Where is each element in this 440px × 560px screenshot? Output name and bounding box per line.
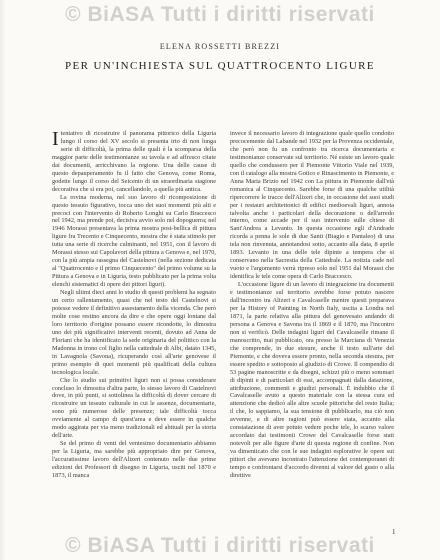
article-title: PER UN'INCHIESTA SUL QUATTROCENTO LIGURE [64, 60, 376, 72]
binding-shadow [0, 0, 6, 560]
watermark-top: © BiASA Tutti i diritti riservati [65, 3, 375, 26]
paragraph: invece il necessario lavoro di integrazione quale quello condotto precocemente dal Labande nel 1932 per la Provenza occidentale, che però non fu un confronto tra ricerca documentaria e testimonianze conservate sul territorio. Né esiste un lavoro quale quello che condussero per il Piemonte Vittorio Viale nel 1939, con il catalogo alla mostra Gotico e Rinascimento in Piemonte, e Anna Maria Brizio nel 1942 con La pittura in Piemonte dall'età romanica al Cinquecento. Sarebbe forse di una qualche utilità ripercorrere le tracce dell'Alizeri che, in occasione dei suoi studi per i restauri architettonici di edifici medioevali liguri, annota talvolta anche i particolari della decorazione o dell'arredo interno, come accade per il suo intervento sulle chiese di Sant'Andrea a Levanto. In questa occasione egli d'Andrade ricorda a penna le sole di due Santi (Biagio e Pantaleo) di una tela non rinvenuta, annotandosi sotto, accanto alla data, 8 aprile 1893. Levanto in una delle tele dipinte a tempera che si conservano nella Sacrestia della Cattedrale. La notizia cade nel vuoto e l'argomento verrà ripreso solo nel 1951 dal Morassi che identifica le tele come opera di Carlo Braccesco. [230, 130, 394, 281]
paragraph: Che lo studio sui primitivi liguri non si possa considerare concluso lo dimostra d'altra parte, lo stesso lavoro di Castelnovi dove, in più punti, si sottolinea la difficoltà di dover cercare di ricostruire un tessuto culturale in cui le assenze, documentarie, sono più numerose delle presenze; tale difficoltà tocca ovviamente al campo di quest'area e deve essere in qualche modo aggirata per via meno tradizionali ed abituali per la storia dell'arte. [52, 376, 216, 440]
paragraph: Negli ultimi dieci anni lo studio di questi problemi ha segnato un certo rallentamento, quasi che nel testo del Castelnovi si potesse vedere il definitivo assestamento della vicenda. Che però molte cose restino ancora da dire e che opere oggi lontane dal loro territorio d'origine possano essere ricondotte, lo dimostra uno dei più significativi interventi recenti, dovuto ad Anna de Floriani che ha identificato la sede originaria del polittico con la Madonna in trono col figlio nella cattedrale di Albi, datato 1345, in Lavagnola (Savona), ricuperando così all'arte genovese il primo esempio di quei momenti più qualificati della cultura tecnologica locale. [52, 289, 216, 376]
paragraph: L'occasione ligure di un lavoro di integrazione tra documenti e testimonianze sul territorio avrebbe forse potuto nascere dall'incontro tra Alizeri e Cavalcaselle mentre questi preparava per la History of Painting in North Italy, uscita a Londra nel 1871, la parte relativa alla pittura del genovesato andando di persona a Genova e Savona tra il 1869 e il 1870, ma l'incontro non si verificò. Delle indagini liguri del Cavalcaselle rimane il manoscritto, mai pubblicato, ora presso la Marciana di Venezia che comprende, in due stesure, anche il testo sull'arte del Piemonte, e che doveva essere pronto, nella seconda stesura, per essere spedito e sottoposto al giudizio di Crowe. Il compendio di 53 pagine manoscritte e da disegni, schizzi più o meno sommari di dipinti e di particolari di essi, accompagnati dalla datazione, attribuzione, commenti e giudizi personali. È indubbio che il Cavalcaselle avuto a questo materiale con la stessa cura ed attenzione che dedicò alle altre scuole pittoriche del resto Italia; il che, lo sappiamo, la sua tensione di pubblicarlo, ma ciò non avvenne, e di altre ragioni può essere stata, accanto alla constatazione di aver potuto vedere poche tele, lo scarso valore accordato dai testimonii Crowe del Cavalcaselle forse stati notevoli per alle figure d'arte di questa regione di confine. Non va dimenticato che con le sue indagini esplorative le opere sui pittori che avevano incontrato l'attenzione dei contemporanei di tempo e confrontarsi d'accordo divenni al valore del gusto o alla direttive [230, 281, 394, 479]
text-column-left [52, 130, 216, 524]
text-column-right [230, 130, 394, 524]
paragraph: Se del primo di venti del ventesimo documentario abbiamo per la Liguria, ma sarebbe più appropriato dire per Genova, l'accuratissime lavoro dell'Alizeri contenuto nelle due prime edizioni dei Professori di disegno in Liguria, usciti nel 1870 e 1873, il manca [52, 440, 216, 479]
article-body [52, 130, 394, 524]
article-author: ELENA ROSSETTI BREZZI [159, 42, 281, 51]
paragraph: La rovina moderna, nel suo lavoro di ricomposizione di questo tessuto figurativo, tocca uno dei suoi momenti più alti e precoci con l'intervento di Roberto Longhi su Carlo Braccesco nel 1942, ma prende poi, decisiva avvio solo nel dopoguerra; nel 1946 Morassi presentava la prima mostra post-bellica di pittura ligure fra Trecento e Cinquecento, mostra che è stata stimolo per tutta una serie di ricerche culminanti, nel 1951, con il lavoro di Morassi stesso sui Capolavori della pittura a Genova e, nel 1970, con la più ampia rassegna del Castelnovi (nella sezione dedicata al "Quattrocento e il primo Cinquecento" del primo volume su la Pittura a Genova e in Liguria, testo pubblicato per la prima volta elenchi sistematici di opere dei pittori liguri). [52, 193, 216, 289]
paragraph-text: tentativo di ricostruire il panorama pittorico della Liguria lungo il corso del XV secolo si presenta irto di non lunga serie di difficoltà, la prima delle quali è la scomparsa della maggior parte delle testimonianze su tavola e ad affresco citate dai documenti, arricchivano la regione. Una delle cause di questo depauperamento fu il fatto che Genova, come Roma, godette lungo il corso del Seicento di un straordinaria stagione decorativa che si era poi, cancellandole, a quella più antica. [52, 130, 216, 193]
watermark-bottom: © BiASA Tutti i diritti riservati [65, 534, 375, 557]
paragraph [52, 130, 216, 194]
page-number: 1 [392, 528, 396, 536]
drop-cap: I [52, 130, 59, 150]
